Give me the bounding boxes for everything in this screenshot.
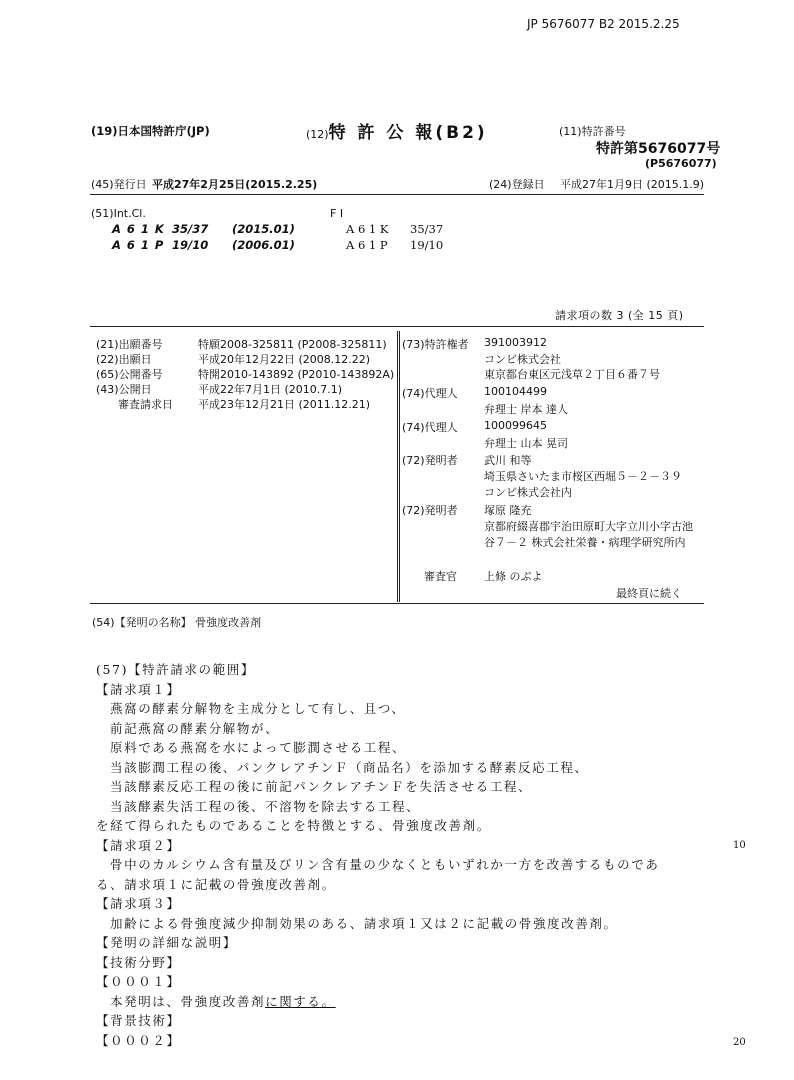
inventor-address: 谷７－２ 株式会社栄養・病理学研究所内 — [484, 536, 686, 549]
document-id: JP 5676077 B2 2015.2.25 — [527, 17, 680, 31]
claims-heading: (57)【特許請求の範囲】 — [96, 662, 255, 677]
header-rule — [90, 194, 704, 195]
fi-label: F I — [330, 207, 344, 220]
owner-number: 391003912 — [484, 336, 547, 349]
bib-examiner — [402, 568, 543, 584]
agent-name: 弁理士 山本 晃司 — [484, 437, 568, 450]
bib-publication-date — [96, 381, 342, 397]
publication-type-label: 特 許 公 報(B2) — [328, 123, 488, 143]
inventor-address: コンビ株式会社内 — [484, 486, 572, 499]
claim-text: 燕窩の酵素分解物を主成分として有し、且つ、 — [110, 701, 406, 716]
bib-publication-number — [96, 366, 394, 382]
claim-text: 当該膨潤工程の後、パンクレアチンＦ（商品名）を添加する酵素反応工程、 — [110, 759, 589, 775]
claim-text: を経て得られたものであることを特徴とする、骨強度改善剤。 — [96, 818, 491, 833]
bib-label: (22)出願日 — [96, 353, 152, 366]
spacer — [402, 366, 484, 382]
bib-value: 平成20年12月22日 (2008.12.22) — [198, 353, 371, 366]
fi-group: 35/37 — [410, 222, 444, 236]
bib-label: (73)特許権者 — [402, 338, 469, 351]
patent-number: 特許第5676077号 — [596, 141, 721, 157]
continued-note: 最終頁に続く — [616, 587, 682, 600]
agent-name-row — [402, 435, 568, 451]
claim-text: る、請求項１に記載の骨強度改善剤。 — [96, 876, 336, 892]
ipc-version: (2015.01) — [232, 222, 295, 236]
spacer — [402, 484, 484, 500]
agent-number: 100104499 — [484, 385, 547, 398]
ipc-version: (2006.01) — [232, 238, 295, 252]
claims-count: 請求項の数 3 (全 15 頁) — [555, 309, 684, 322]
bib-value: 平成22年7月1日 (2010.7.1) — [198, 383, 343, 396]
issue-date: 平成27年2月25日(2015.2.25) — [152, 178, 318, 191]
bib-label: (72)発明者 — [402, 504, 458, 517]
owner-address: 東京都台東区元浅草２丁目６番７号 — [484, 368, 660, 381]
inventor-address-row — [402, 468, 682, 484]
fi-class: A 6 1 P — [346, 238, 388, 252]
bib-agent-1 — [402, 385, 547, 401]
claim-text: 当該酵素反応工程の後に前記パンクレアチンＦを失活させる工程、 — [110, 779, 533, 794]
spacer — [402, 518, 484, 534]
patent-number-alt: (P5676077) — [645, 157, 717, 170]
claim-text: 加齢による骨強度減少抑制効果のある、請求項１又は２に記載の骨強度改善剤。 — [110, 915, 618, 931]
issue-date-label: (45)発行日 — [91, 178, 147, 191]
spacer — [402, 401, 484, 417]
claims-section — [96, 660, 706, 1050]
inventor-name: 塚原 隆充 — [484, 504, 532, 517]
section-heading: 【発明の詳細な説明】 — [96, 935, 238, 950]
owner-name-row — [402, 351, 561, 367]
claim-text: 前記燕窩の酵素分解物が、 — [110, 720, 280, 736]
ipc-row — [112, 222, 443, 236]
patent-office: (19)日本国特許庁(JP) — [91, 124, 210, 138]
bib-column-divider — [397, 331, 400, 602]
bib-label: (21)出願番号 — [96, 338, 163, 351]
ipc-class: A 6 1 K — [112, 222, 165, 236]
ipc-label: (51)Int.Cl. — [91, 207, 146, 220]
claim-heading: 【請求項３】 — [96, 896, 181, 911]
description-text-underlined: に関する。 — [265, 993, 336, 1009]
inventor-address-row — [402, 518, 693, 534]
owner-address-row — [402, 366, 660, 382]
bib-label: (65)公開番号 — [96, 368, 163, 381]
registration-date: 平成27年1月9日 (2015.1.9) — [560, 178, 705, 191]
agent-name: 弁理士 岸本 達人 — [484, 403, 568, 416]
publication-type — [306, 118, 488, 143]
margin-line-number: 20 — [733, 1037, 746, 1048]
inventor-address-row — [402, 534, 686, 550]
section-heading: 【技術分野】 — [96, 954, 181, 970]
examiner-name: 上條 のぶよ — [484, 570, 543, 583]
margin-line-number: 10 — [733, 840, 746, 851]
claim-text: 当該酵素失活工程の後、不溶物を除去する工程、 — [110, 798, 421, 814]
bib-top-rule — [90, 326, 704, 327]
bib-label: (43)公開日 — [96, 383, 152, 396]
inventor-address: 京都府綴喜郡宇治田原町大字立川小字古池 — [484, 520, 693, 533]
section-heading: 【背景技術】 — [96, 1013, 181, 1028]
spacer — [402, 435, 484, 451]
bib-owner — [402, 336, 547, 352]
patent-number-label: (11)特許番号 — [559, 125, 626, 138]
bib-inventor-1 — [402, 452, 532, 468]
bib-label: (72)発明者 — [402, 454, 458, 467]
description-text — [96, 992, 706, 1012]
paragraph-number: 【０００１】 — [96, 974, 181, 989]
bib-agent-2 — [402, 419, 547, 435]
bib-application-number — [96, 336, 387, 352]
description-text-part: 本発明は、骨強度改善剤 — [110, 993, 266, 1009]
spacer — [402, 468, 484, 484]
invention-title: (54)【発明の名称】 骨強度改善剤 — [92, 616, 262, 629]
bib-value: 特開2010-143892 (P2010-143892A) — [198, 368, 395, 381]
spacer — [402, 351, 484, 367]
claim-text: 骨中のカルシウム含有量及びリン含有量の少なくともいずれか一方を改善するものであ — [110, 857, 660, 872]
ipc-group: 19/10 — [172, 238, 209, 252]
bib-label: (74)代理人 — [402, 387, 458, 400]
ipc-row — [112, 238, 443, 252]
agent-name-row — [402, 401, 568, 417]
fi-group: 19/10 — [410, 238, 444, 252]
paragraph-number: 【０００２】 — [96, 1032, 181, 1048]
ipc-group: 35/37 — [172, 222, 209, 236]
fi-class: A 6 1 K — [346, 222, 389, 236]
owner-name: コンビ株式会社 — [484, 353, 561, 366]
bib-label: 審査官 — [424, 570, 457, 583]
bib-bottom-rule — [90, 603, 704, 604]
ipc-class: A 6 1 P — [112, 238, 165, 252]
bib-inventor-2 — [402, 502, 532, 518]
claim-heading: 【請求項２】 — [96, 837, 181, 853]
claim-text: 原料である燕窩を水によって膨潤させる工程、 — [110, 740, 407, 755]
inventor-address-row — [402, 484, 572, 500]
bib-label: 審査請求日 — [118, 398, 173, 411]
bib-value: 特願2008-325811 (P2008-325811) — [198, 338, 387, 351]
inventor-name: 武川 和等 — [484, 454, 532, 467]
agent-number: 100099645 — [484, 419, 547, 432]
claim-heading: 【請求項１】 — [96, 681, 181, 697]
inventor-address: 埼玉県さいたま市桜区西堀５－２－３９ — [484, 470, 682, 483]
bib-label: (74)代理人 — [402, 421, 458, 434]
bib-examination-date — [96, 396, 370, 412]
registration-date-label: (24)登録日 — [489, 178, 545, 191]
spacer — [402, 534, 484, 550]
bib-application-date — [96, 351, 370, 367]
publication-type-code: (12) — [306, 128, 329, 141]
bib-value: 平成23年12月21日 (2011.12.21) — [198, 398, 371, 411]
